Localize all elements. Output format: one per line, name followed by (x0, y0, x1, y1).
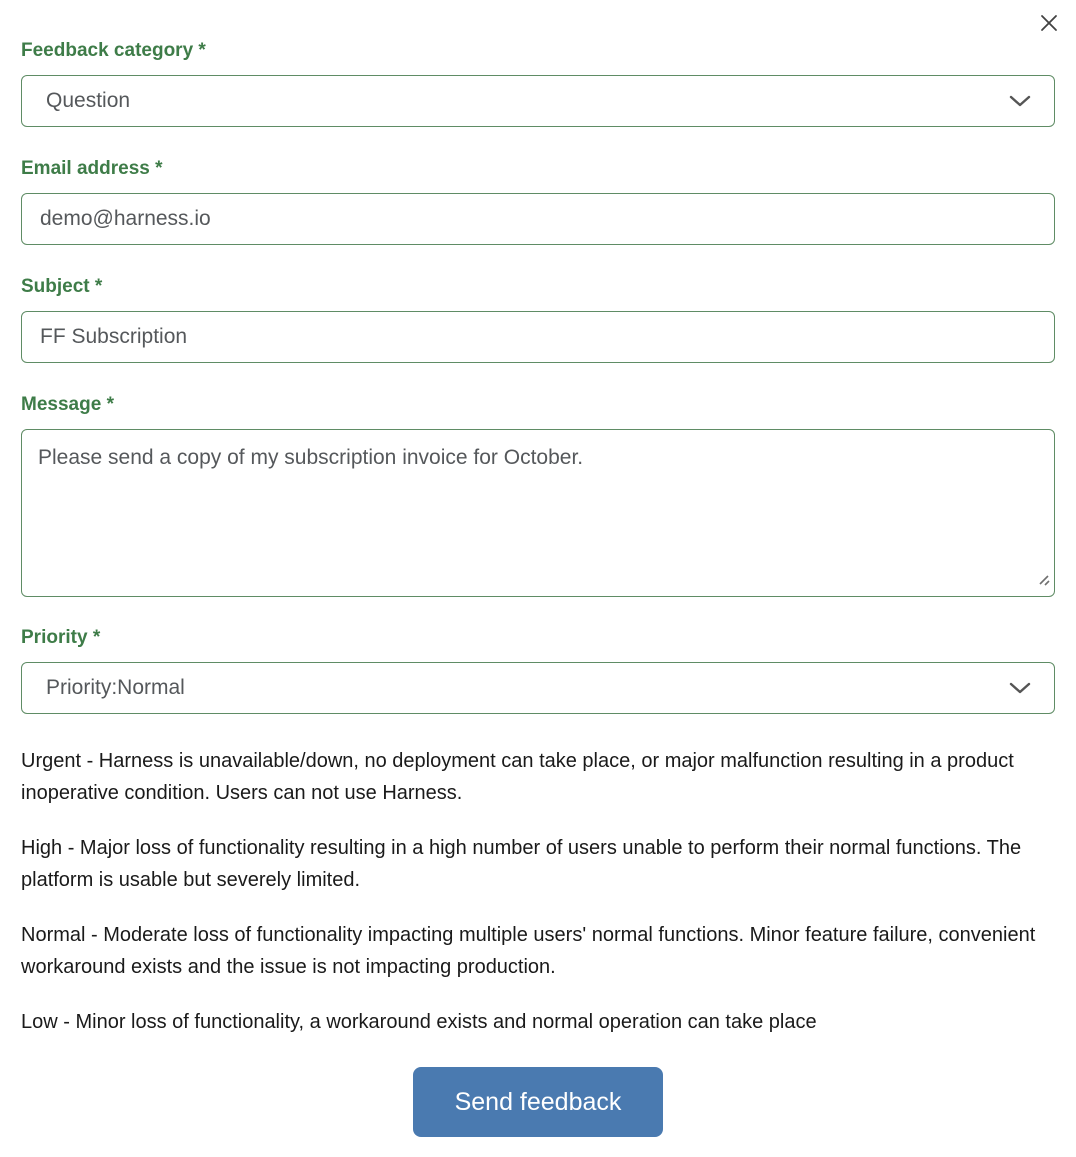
required-marker: * (106, 394, 114, 415)
message-field-wrapper (21, 429, 1055, 597)
email-field[interactable] (21, 193, 1055, 245)
priority-select[interactable] (21, 662, 1055, 714)
required-marker: * (198, 40, 206, 61)
required-marker: * (94, 276, 103, 297)
priority-description-urgent: Urgent - Harness is unavailable/down, no deployment can take place, or major malfunction resulting in a product inoperative condition. Users can not use Harness. (21, 750, 1014, 804)
message-label-text: Message (21, 394, 102, 415)
priority-description-high: High - Major loss of functionality resulting in a high number of users unable to perform their normal functions. The platform is usable but severely limited. (21, 837, 1022, 891)
resize-handle-icon[interactable] (1036, 572, 1050, 591)
priority-value: Priority:Normal (46, 676, 185, 699)
feedback-category-label (21, 40, 1055, 62)
priority-description-normal: Normal - Moderate loss of functionality impacting multiple users' normal functions. Minor feature failure, convenient workaround exists and the issue is not impacting production. (21, 924, 1036, 978)
message-field[interactable] (21, 429, 1055, 597)
feedback-category-label-text: Feedback category (21, 40, 194, 61)
subject-label (21, 276, 1055, 298)
chevron-down-icon (1008, 681, 1032, 695)
submit-row (21, 1067, 1055, 1137)
feedback-category-select[interactable] (21, 75, 1055, 127)
priority-label (21, 627, 1055, 649)
message-label (21, 394, 1055, 416)
email-label (21, 158, 1055, 180)
subject-field[interactable] (21, 311, 1055, 363)
priority-label-text: Priority (21, 627, 88, 648)
close-button[interactable] (1036, 10, 1062, 36)
feedback-category-value: Question (46, 89, 131, 112)
subject-label-text: Subject (21, 276, 90, 297)
chevron-down-icon (1008, 94, 1032, 108)
email-label-text: Email address (21, 158, 150, 179)
required-marker: * (155, 158, 163, 179)
priority-description-low: Low - Minor loss of functionality, a workaround exists and normal operation can take place (21, 1011, 817, 1033)
close-icon (1039, 13, 1059, 33)
required-marker: * (92, 627, 101, 648)
send-feedback-button[interactable]: Send feedback (413, 1067, 663, 1137)
